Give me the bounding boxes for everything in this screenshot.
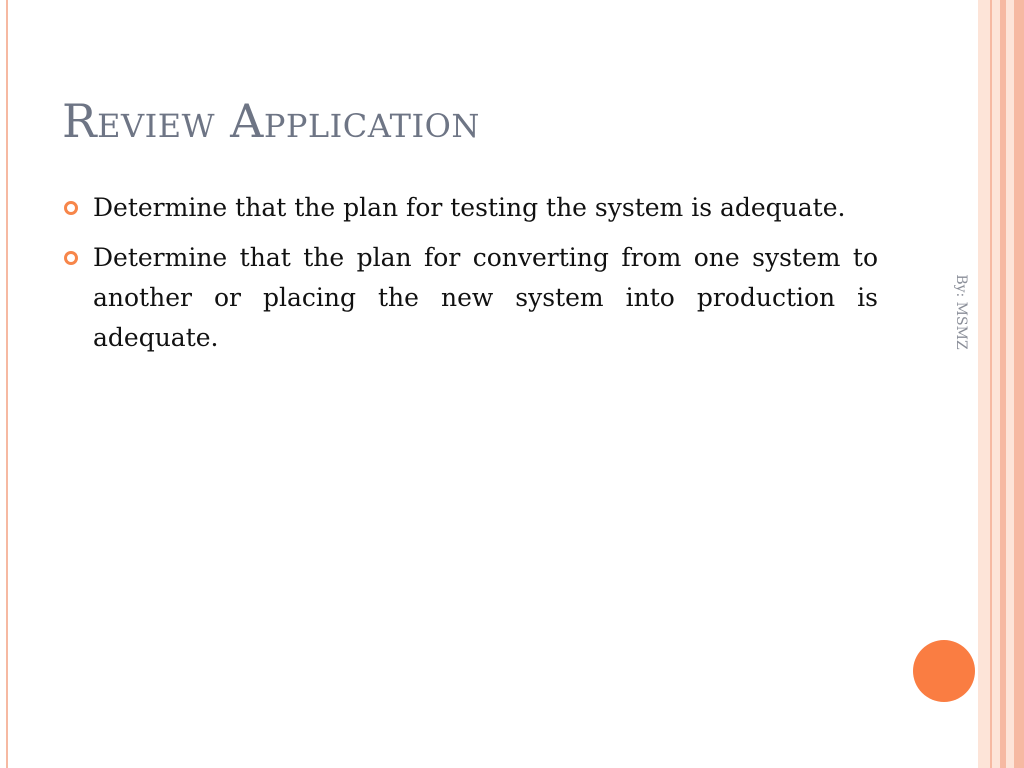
footer-author: By: MSMZ [953,274,969,350]
left-border-line [6,0,8,768]
right-border-band [978,0,990,768]
right-border-gap [1006,0,1014,768]
right-border-gap [992,0,1000,768]
bullet-item [62,238,878,358]
bullet-circle-icon [64,201,78,215]
slide-title: Review Application [62,94,480,148]
bullet-text: Determine that the plan for testing the system is adequate. [93,193,846,222]
bullet-item [62,188,878,228]
right-border-stripe [1014,0,1024,768]
accent-circle-decoration [913,640,975,702]
bullet-text: Determine that the plan for converting from one system to another or placing the new system into production is adequate. [93,243,878,352]
bullet-circle-icon [64,251,78,265]
bullet-list [62,188,878,368]
